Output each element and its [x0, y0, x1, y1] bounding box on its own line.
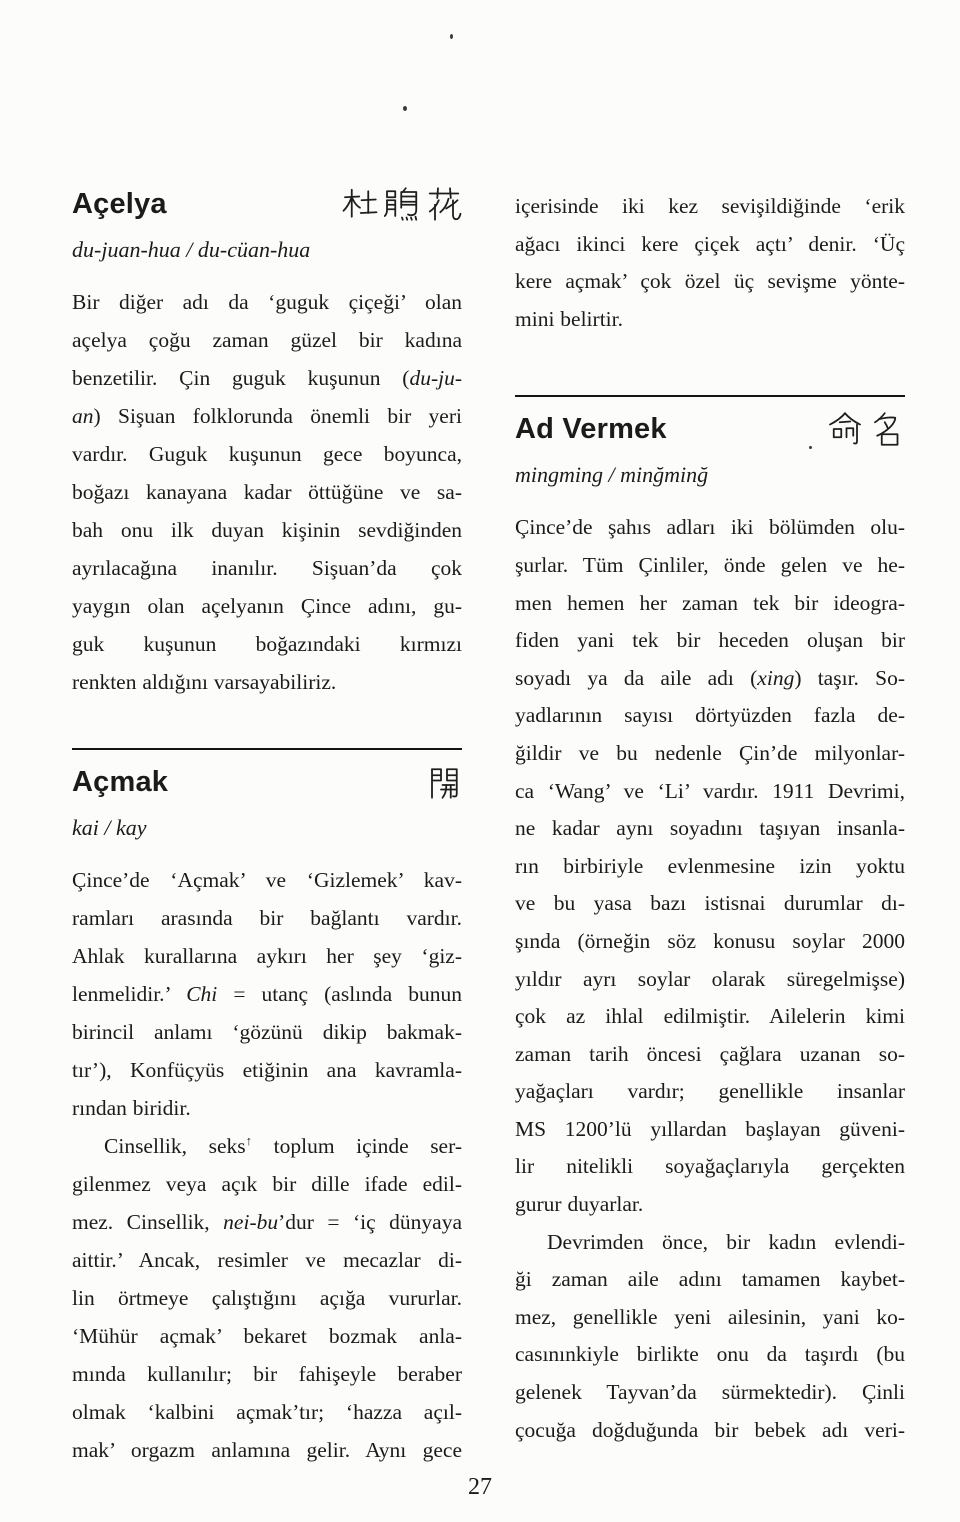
entry-hanzi	[342, 185, 462, 223]
entry-pronunciation: mingming / minğminğ	[515, 462, 709, 488]
hanzi-glyph-icon	[426, 185, 462, 223]
text-line: gilenmez veya açık bir dille ifade edil-	[72, 1172, 462, 1196]
text-line: Bir diğer adı da ‘guguk çiçeği’ olan	[72, 290, 462, 314]
text-line: Ahlak kurallarına aykırı her şey ‘giz-	[72, 944, 462, 968]
text-line: ayrılacağına inanılır. Sişuan’da çok	[72, 556, 462, 580]
text-line: yağaçları vardır; genellikle insanlar	[515, 1079, 905, 1104]
text-line: kere açmak’ çok özel üç sevişme yönte-	[515, 269, 905, 294]
text-line: ne kadar aynı soyadını taşıyan insanla-	[515, 816, 905, 841]
text-line: aittir.’ Ancak, resimler ve mecazlar di-	[72, 1248, 462, 1272]
text-line: çok az ihlal edilmiştir. Ailelerin kimi	[515, 1004, 905, 1029]
text-line: mında kullanılır; bir fahişeyle beraber	[72, 1362, 462, 1386]
text-line: boğazı kanayana kadar öttüğüne ve sa-	[72, 480, 462, 504]
text-line: ği zaman aile adını tamamen kaybet-	[515, 1267, 905, 1292]
text-line: şında (örneğin söz konusu soylar 2000	[515, 928, 905, 953]
text-line: soyadı ya da aile adı (xing) taşır. So-	[515, 665, 906, 690]
paragraph	[72, 862, 462, 1128]
entry-pronunciation: du-juan-hua / du-cüan-hua	[72, 237, 311, 262]
text-line: Çince’de ‘Açmak’ ve ‘Gizlemek’ kav-	[72, 868, 462, 892]
entry-title: Açmak	[72, 766, 169, 798]
hanzi-glyph-icon	[827, 410, 863, 448]
text-line: ca ‘Wang’ ve ‘Li’ vardır. 1911 Devrimi,	[515, 778, 905, 803]
text-line: olmak ‘kalbini açmak’tır; ‘hazza açıl-	[72, 1400, 462, 1424]
paragraph	[72, 284, 462, 702]
text-line: rından biridir.	[72, 1096, 191, 1120]
text-line: bah onu ilk duyan kişinin sevdiğinden	[72, 518, 462, 542]
text-line: MS 1200’lü yıllardan başlayan güveni-	[515, 1116, 905, 1141]
page-number: 27	[468, 1474, 492, 1500]
section-divider	[72, 748, 462, 750]
text-line: ‘Mühür açmak’ bekaret bozmak anla-	[72, 1324, 462, 1348]
text-line: yadlarının sayısı dörtyüzden fazla de-	[515, 703, 905, 728]
text-line: şurlar. Tüm Çinliler, önde gelen ve he-	[515, 552, 905, 577]
text-line: gurur duyarlar.	[515, 1192, 644, 1217]
text-line: Çince’de şahıs adları iki bölümden olu-	[515, 515, 905, 540]
entry-pronunciation: kai / kay	[72, 815, 147, 840]
text-line: mak’ orgazm anlamına gelir. Aynı gece	[72, 1438, 462, 1462]
left-column	[72, 0, 462, 1470]
text-line: Cinsellik, seks↑ toplum içinde ser-	[104, 1133, 462, 1158]
text-line: mez. Cinsellik, nei-bu’dur = ‘iç dünyaya	[72, 1210, 462, 1234]
text-line: casınınkiyle birlikte onu da taşırdı (bu	[515, 1342, 905, 1367]
text-line: mez, genellikle yeni ailesinin, yani ko-	[515, 1304, 905, 1329]
text-line: Devrimden önce, bir kadın evlendi-	[547, 1229, 905, 1254]
paragraph	[515, 1224, 905, 1450]
paragraph	[515, 188, 905, 338]
text-line: zaman tarih öncesi çağlara uzanan so-	[515, 1041, 905, 1066]
entry-header	[72, 184, 462, 224]
text-line: birincil anlamı ‘gözünü dikip bakmak-	[72, 1020, 462, 1044]
hanzi-glyph-icon	[342, 185, 378, 223]
text-line: mini belirtir.	[515, 306, 623, 331]
text-line: gelenek Tayvan’da sürmektedir). Çinli	[515, 1380, 905, 1405]
text-line: an) Sişuan folklorunda önemli bir yeri	[72, 404, 462, 428]
text-line: içerisinde iki kez sevişildiğinde ‘erik	[515, 194, 905, 218]
hanzi-glyph-icon	[384, 185, 420, 223]
hanzi-glyph-icon	[426, 763, 462, 801]
text-line: yıldır ayrı soylar olarak süregelmişse)	[515, 966, 905, 991]
text-line: tır’), Konfüçyüs etiğinin ana kavramla-	[72, 1058, 462, 1082]
entry-title: Ad Vermek	[515, 413, 667, 446]
text-line: fiden yani tek bir heceden oluşan bir	[515, 628, 905, 653]
text-line: ve bu yasa bazı istisnai durumlar dı-	[515, 891, 905, 916]
text-line: renkten aldığını varsayabiliriz.	[72, 670, 337, 694]
text-line: guk kuşunun boğazındaki kırmızı	[72, 632, 462, 656]
entry-title: Açelya	[72, 188, 167, 220]
text-line: ramları arasında bir bağlantı vardır.	[72, 906, 462, 930]
paragraph	[72, 1128, 462, 1470]
text-line: vardır. Guguk kuşunun gece boyunca,	[72, 442, 462, 466]
entry-hanzi	[426, 763, 462, 801]
text-line: yaygın olan açelyanın Çince adını, gu-	[72, 594, 462, 618]
text-line: ğildir ve bu nedenle Çin’de milyonlar-	[515, 740, 905, 765]
section-divider	[515, 395, 905, 397]
text-line: açelya çoğu zaman güzel bir kadına	[72, 328, 462, 352]
entry-header	[72, 762, 462, 802]
text-line: rın birbiriyle evlenmesine izin yoktu	[515, 853, 905, 878]
text-line: benzetilir. Çin guguk kuşunun (du-ju-	[72, 366, 462, 390]
text-line: lenmelidir.’ Chi = utanç (aslında bunun	[72, 982, 462, 1006]
text-line: men hemen her zaman tek bir ideogra-	[515, 590, 905, 615]
right-column	[515, 0, 905, 1449]
paragraph	[515, 509, 905, 1223]
hanzi-glyph-icon	[869, 410, 905, 448]
entry-header	[515, 409, 905, 449]
text-line: lin örtmeye çalıştığını açığa vururlar.	[72, 1286, 462, 1310]
entry-hanzi	[827, 410, 905, 448]
text-line: ağacı ikinci kere çiçek açtı’ denir. ‘Üç	[515, 231, 905, 256]
text-line: çocuğa doğduğunda bir bebek adı veri-	[515, 1417, 905, 1442]
text-line: lir nitelikli soyağaçlarıyla gerçekten	[515, 1154, 905, 1179]
